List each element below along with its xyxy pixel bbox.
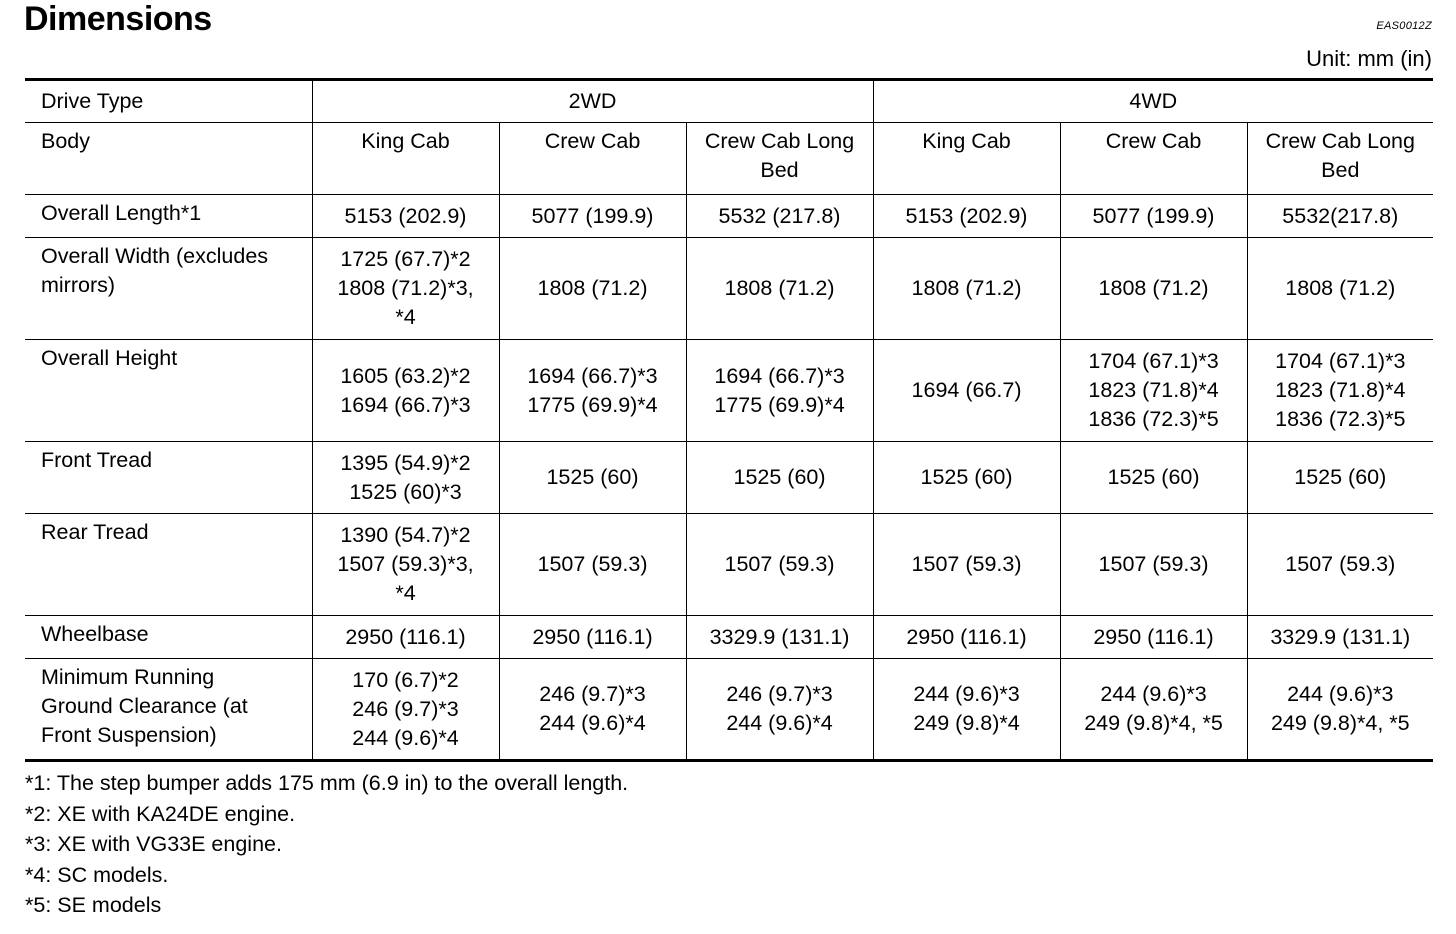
value-cell <box>1247 659 1433 761</box>
value-cell <box>1060 238 1247 340</box>
value-cell <box>686 442 873 514</box>
value-line: 1694 (66.7)*3 <box>340 392 471 417</box>
value-cell <box>312 442 499 514</box>
value-cell <box>499 195 686 238</box>
value-cell <box>1247 514 1433 616</box>
value-line: 2950 (116.1) <box>906 624 1027 649</box>
value-cell <box>312 238 499 340</box>
row-label-line: Wheelbase <box>41 622 149 646</box>
row-label-line: Front Suspension) <box>41 723 217 747</box>
value-cell <box>686 340 873 442</box>
value-line: 2950 (116.1) <box>345 624 466 649</box>
value-line: 244 (9.6)*3 <box>913 682 1020 706</box>
value-cell <box>873 514 1060 616</box>
row-label-line: Overall Width (excludes <box>41 244 269 268</box>
value-cell <box>686 238 873 340</box>
value-cell <box>873 659 1060 761</box>
value-line: 5153 (202.9) <box>905 203 1028 228</box>
value-line: 1775 (69.9)*4 <box>714 392 845 417</box>
row-label-line: Minimum Running <box>41 665 215 689</box>
value-line: 1808 (71.2) <box>1285 276 1396 300</box>
body-line: Crew Cab <box>1105 129 1202 153</box>
row-label <box>25 195 312 238</box>
value-cell <box>499 659 686 761</box>
spec-row <box>25 195 1433 238</box>
value-line: 1390 (54.7)*2 <box>340 523 471 547</box>
value-line: 1836 (72.3)*5 <box>1275 407 1406 431</box>
value-line: 1808 (71.2) <box>724 276 835 300</box>
body-cell <box>1060 123 1247 195</box>
drive-type-label: Drive Type <box>25 80 312 123</box>
footnotes <box>25 768 628 921</box>
value-cell <box>312 616 499 659</box>
value-line: 3329.9 (131.1) <box>709 624 850 649</box>
value-line: 1507 (59.3)*3, <box>337 552 474 576</box>
value-line: 1823 (71.8)*4 <box>1088 378 1219 402</box>
value-line: 1808 (71.2)*3, <box>337 276 474 300</box>
value-line: 1507 (59.3) <box>537 552 648 576</box>
body-cell <box>1247 123 1433 195</box>
value-cell <box>873 442 1060 514</box>
row-label <box>25 442 312 514</box>
value-line: 1525 (60) <box>1107 465 1200 489</box>
value-cell <box>1247 238 1433 340</box>
value-line: *4 <box>395 581 416 605</box>
body-cell <box>873 123 1060 195</box>
value-line: 2950 (116.1) <box>532 624 653 649</box>
value-line: 1525 (60)*3 <box>349 479 462 504</box>
value-cell <box>499 340 686 442</box>
drive-4wd-header: 4WD <box>873 80 1433 123</box>
value-cell <box>873 340 1060 442</box>
dimensions-table <box>25 78 1433 762</box>
body-line: Crew Cab <box>544 129 641 153</box>
value-cell <box>499 442 686 514</box>
value-line: *4 <box>395 305 416 329</box>
value-line: 246 (9.7)*3 <box>726 682 833 706</box>
value-line: 1704 (67.1)*3 <box>1275 349 1406 373</box>
row-label-line: Rear Tread <box>41 520 149 544</box>
spec-row <box>25 514 1433 616</box>
value-line: 5077 (199.9) <box>1092 203 1215 228</box>
footnote: *2: XE with KA24DE engine. <box>25 801 296 826</box>
body-line: Crew Cab Long <box>704 129 855 153</box>
value-line: 1808 (71.2) <box>537 276 648 300</box>
value-line: 2950 (116.1) <box>1093 624 1214 649</box>
value-line: 5532(217.8) <box>1282 203 1399 228</box>
value-line: 3329.9 (131.1) <box>1270 624 1411 649</box>
value-line: 1395 (54.9)*2 <box>340 450 471 475</box>
value-line: 246 (9.7)*3 <box>539 682 646 706</box>
value-cell <box>1247 340 1433 442</box>
row-label-line: Front Tread <box>41 448 153 472</box>
row-label-line: Overall Height <box>41 346 178 370</box>
value-cell <box>686 616 873 659</box>
value-line: 1775 (69.9)*4 <box>527 392 658 417</box>
value-line: 1725 (67.7)*2 <box>340 247 471 271</box>
value-cell <box>1060 442 1247 514</box>
value-line: 244 (9.6)*4 <box>726 711 833 735</box>
spec-row <box>25 340 1433 442</box>
value-line: 1605 (63.2)*2 <box>340 363 471 388</box>
value-cell <box>1060 659 1247 761</box>
value-cell <box>873 616 1060 659</box>
body-label: Body <box>25 123 312 195</box>
body-cell <box>686 123 873 195</box>
value-line: 1823 (71.8)*4 <box>1275 378 1406 402</box>
section-code: EAS0012Z <box>1376 20 1432 32</box>
body-line: King Cab <box>922 129 1011 153</box>
value-cell <box>312 514 499 616</box>
drive-2wd-header: 2WD <box>312 80 873 123</box>
value-line: 244 (9.6)*4 <box>539 711 646 735</box>
value-line: 244 (9.6)*3 <box>1100 682 1207 706</box>
value-line: 1507 (59.3) <box>911 552 1022 576</box>
value-cell <box>312 659 499 761</box>
value-line: 5077 (199.9) <box>531 203 654 228</box>
value-line: 1694 (66.7) <box>911 378 1022 402</box>
value-line: 1808 (71.2) <box>911 276 1022 300</box>
value-cell <box>686 659 873 761</box>
value-line: 170 (6.7)*2 <box>352 667 459 692</box>
value-line: 244 (9.6)*4 <box>352 725 459 750</box>
footnote: *1: The step bumper adds 175 mm (6.9 in) to the overall length. <box>25 771 629 795</box>
value-cell <box>1247 442 1433 514</box>
data-rows <box>25 195 1433 761</box>
footnote: *3: XE with VG33E engine. <box>25 832 282 856</box>
row-label <box>25 238 312 340</box>
row-label <box>25 514 312 616</box>
value-cell <box>499 514 686 616</box>
value-line: 1507 (59.3) <box>724 552 835 576</box>
value-cell <box>1060 195 1247 238</box>
row-label-line: Ground Clearance (at <box>41 694 248 718</box>
body-row <box>25 123 1433 195</box>
value-cell <box>1060 340 1247 442</box>
body-line: Crew Cab Long <box>1265 129 1415 153</box>
value-line: 249 (9.8)*4, *5 <box>1270 711 1410 735</box>
value-line: 1525 (60) <box>1294 465 1387 489</box>
value-line: 1808 (71.2) <box>1098 276 1209 300</box>
unit-label: Unit: mm (in) <box>1306 46 1432 71</box>
value-line: 5532 (217.8) <box>718 203 841 228</box>
page-title: Dimensions <box>24 0 212 38</box>
footnote: *5: SE models <box>25 893 162 917</box>
footnote: *4: SC models. <box>25 862 169 887</box>
value-cell <box>312 340 499 442</box>
value-line: 1525 (60) <box>546 465 639 489</box>
value-cell <box>1247 616 1433 659</box>
value-line: 246 (9.7)*3 <box>352 696 459 721</box>
spec-row <box>25 442 1433 514</box>
value-cell <box>499 616 686 659</box>
spec-row <box>25 238 1433 340</box>
spec-row <box>25 616 1433 659</box>
body-line: King Cab <box>361 129 450 153</box>
body-cell <box>499 123 686 195</box>
value-line: 1694 (66.7)*3 <box>714 363 845 388</box>
value-line: 5153 (202.9) <box>344 203 467 228</box>
value-cell <box>873 195 1060 238</box>
row-label-line: mirrors) <box>41 273 116 297</box>
row-label-line: Overall Length*1 <box>41 201 202 225</box>
value-cell <box>686 195 873 238</box>
value-line: 1836 (72.3)*5 <box>1088 407 1219 431</box>
value-line: 244 (9.6)*3 <box>1287 682 1394 706</box>
body-line: Bed <box>1321 158 1360 182</box>
row-label <box>25 616 312 659</box>
drive-type-row <box>25 80 1433 123</box>
value-line: 1704 (67.1)*3 <box>1088 349 1219 373</box>
body-line: Bed <box>760 158 799 182</box>
value-line: 1525 (60) <box>920 465 1013 489</box>
value-line: 249 (9.8)*4 <box>913 711 1020 735</box>
value-line: 1525 (60) <box>733 465 826 489</box>
row-label <box>25 659 312 761</box>
value-cell <box>1060 616 1247 659</box>
spec-row <box>25 659 1433 761</box>
value-line: 1694 (66.7)*3 <box>527 363 658 388</box>
row-label <box>25 340 312 442</box>
value-cell <box>499 238 686 340</box>
value-cell <box>1060 514 1247 616</box>
value-line: 249 (9.8)*4, *5 <box>1084 711 1223 735</box>
value-cell <box>1247 195 1433 238</box>
value-cell <box>312 195 499 238</box>
value-line: 1507 (59.3) <box>1098 552 1209 576</box>
value-cell <box>686 514 873 616</box>
value-cell <box>873 238 1060 340</box>
value-line: 1507 (59.3) <box>1285 552 1396 576</box>
body-cell <box>312 123 499 195</box>
